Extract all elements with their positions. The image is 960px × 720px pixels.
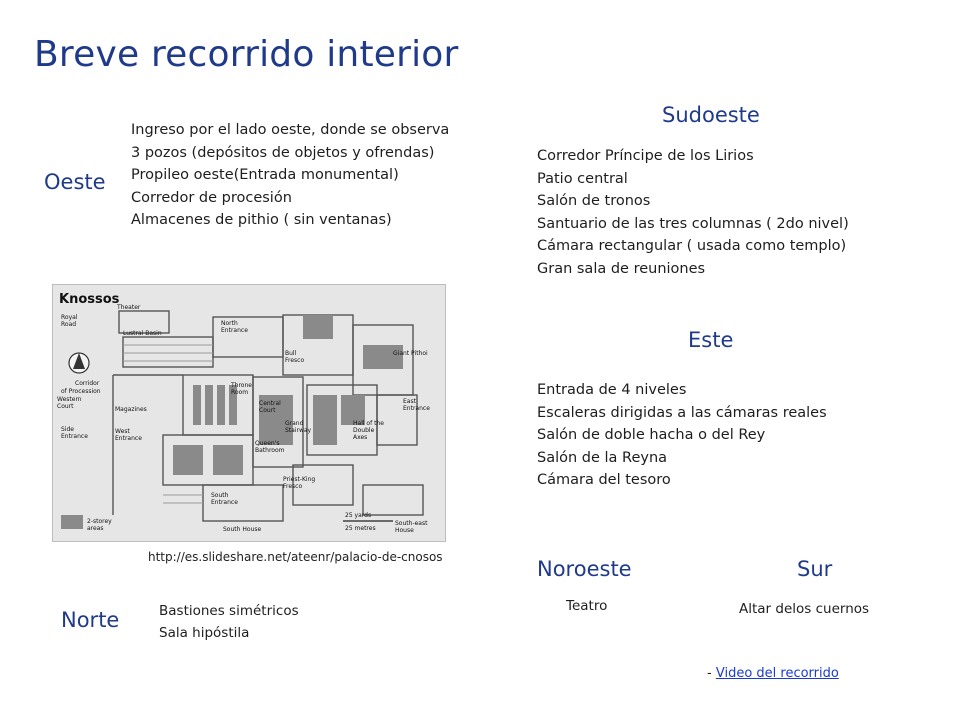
oeste-line: Corredor de procesión (131, 189, 292, 206)
oeste-list (131, 119, 451, 232)
image-source-url: http://es.slideshare.net/ateenr/palacio-de-cnosos (148, 550, 443, 564)
noroeste-text: Teatro (566, 598, 608, 614)
plan-label: Royal (61, 314, 78, 321)
plan-scale-label: 25 yards (345, 512, 372, 519)
plan-label: House (395, 527, 414, 534)
norte-heading: Norte (61, 608, 120, 632)
plan-label: Entrance (403, 405, 430, 412)
plan-label: South-east (395, 520, 428, 527)
plan-label: Central (259, 400, 281, 407)
sur-text: Altar delos cuernos (739, 601, 870, 617)
plan-scale-label: 25 metres (345, 525, 376, 532)
plan-label: Entrance (115, 435, 142, 442)
sudoeste-line: Gran sala de reuniones (537, 260, 706, 277)
plan-label: Bull (285, 350, 297, 357)
plan-label: Giant Pithoi (393, 350, 428, 357)
plan-label: South House (223, 526, 262, 533)
sudoeste-line: Cámara rectangular ( usada como templo) (537, 238, 847, 255)
plan-label: Lustral Basin (123, 330, 162, 337)
plan-label: Entrance (211, 499, 238, 506)
oeste-line: Ingreso por el lado oeste, donde se observa 3 pozos (depósitos de objetos y ofrendas) (131, 122, 450, 161)
plan-label: Priest-King (283, 476, 316, 483)
este-list (537, 379, 827, 492)
plan-label: North (221, 320, 238, 327)
plan-label: Theater (117, 304, 141, 311)
video-link[interactable]: Video del recorrido (715, 666, 839, 681)
oeste-heading: Oeste (44, 170, 106, 194)
sudoeste-heading: Sudoeste (662, 103, 760, 127)
plan-label: Corridor (75, 380, 100, 387)
plan-label: areas (87, 525, 104, 532)
norte-line: Sala hipóstila (159, 625, 250, 641)
plan-title: Knossos (59, 292, 120, 307)
video-link-prefix: - (707, 666, 712, 681)
oeste-line: Almacenes de pithio ( sin ventanas) (131, 212, 392, 229)
plan-label: Room (231, 389, 249, 396)
plan-label: Court (259, 407, 276, 414)
plan-label: Magazines (115, 406, 147, 413)
knossos-floor-plan (52, 284, 446, 542)
este-line: Escaleras dirigidas a las cámaras reales (537, 404, 827, 421)
plan-label: South (211, 492, 229, 499)
sudoeste-line: Salón de tronos (537, 193, 651, 210)
plan-label: West (115, 428, 130, 435)
plan-label: Entrance (221, 327, 248, 334)
sudoeste-list (537, 145, 849, 281)
plan-label: Throne (231, 382, 252, 389)
plan-label: Court (57, 403, 74, 410)
este-line: Salón de doble hacha o del Rey (537, 427, 766, 444)
plan-label: Hall of the (353, 420, 384, 427)
plan-label: Fresco (285, 357, 305, 364)
este-line: Cámara del tesoro (537, 472, 671, 489)
plan-label: Double (353, 427, 375, 434)
plan-label: Queen's (255, 440, 280, 447)
plan-label: Bathroom (255, 447, 285, 454)
plan-label: Entrance (61, 433, 88, 440)
plan-label: Road (61, 321, 77, 328)
este-line: Entrada de 4 niveles (537, 382, 687, 398)
plan-label: Western (57, 396, 82, 403)
plan-label: Fresco (283, 483, 303, 490)
plan-label: 2-storey (87, 518, 112, 525)
noroeste-heading: Noroeste (537, 557, 632, 581)
plan-label: Side (61, 426, 74, 433)
plan-label: Stairway (285, 427, 312, 434)
norte-list (159, 600, 299, 644)
sudoeste-line: Patio central (537, 170, 628, 187)
este-line: Salón de la Reyna (537, 449, 668, 466)
sudoeste-line: Santuario de las tres columnas ( 2do nivel) (537, 215, 849, 232)
video-link-row (707, 666, 839, 681)
plan-label: of Procession (61, 388, 101, 395)
plan-label: Grand (285, 420, 304, 427)
este-heading: Este (688, 328, 734, 352)
sudoeste-line: Corredor Príncipe de los Lirios (537, 148, 754, 164)
oeste-line: Propileo oeste(Entrada monumental) (131, 167, 399, 184)
plan-label: East (403, 398, 416, 405)
sur-heading: Sur (797, 557, 833, 581)
plan-label: Axes (353, 434, 368, 441)
floor-plan-drawing (53, 285, 445, 541)
norte-line: Bastiones simétricos (159, 603, 299, 619)
slide-title: Breve recorrido interior (34, 34, 459, 75)
